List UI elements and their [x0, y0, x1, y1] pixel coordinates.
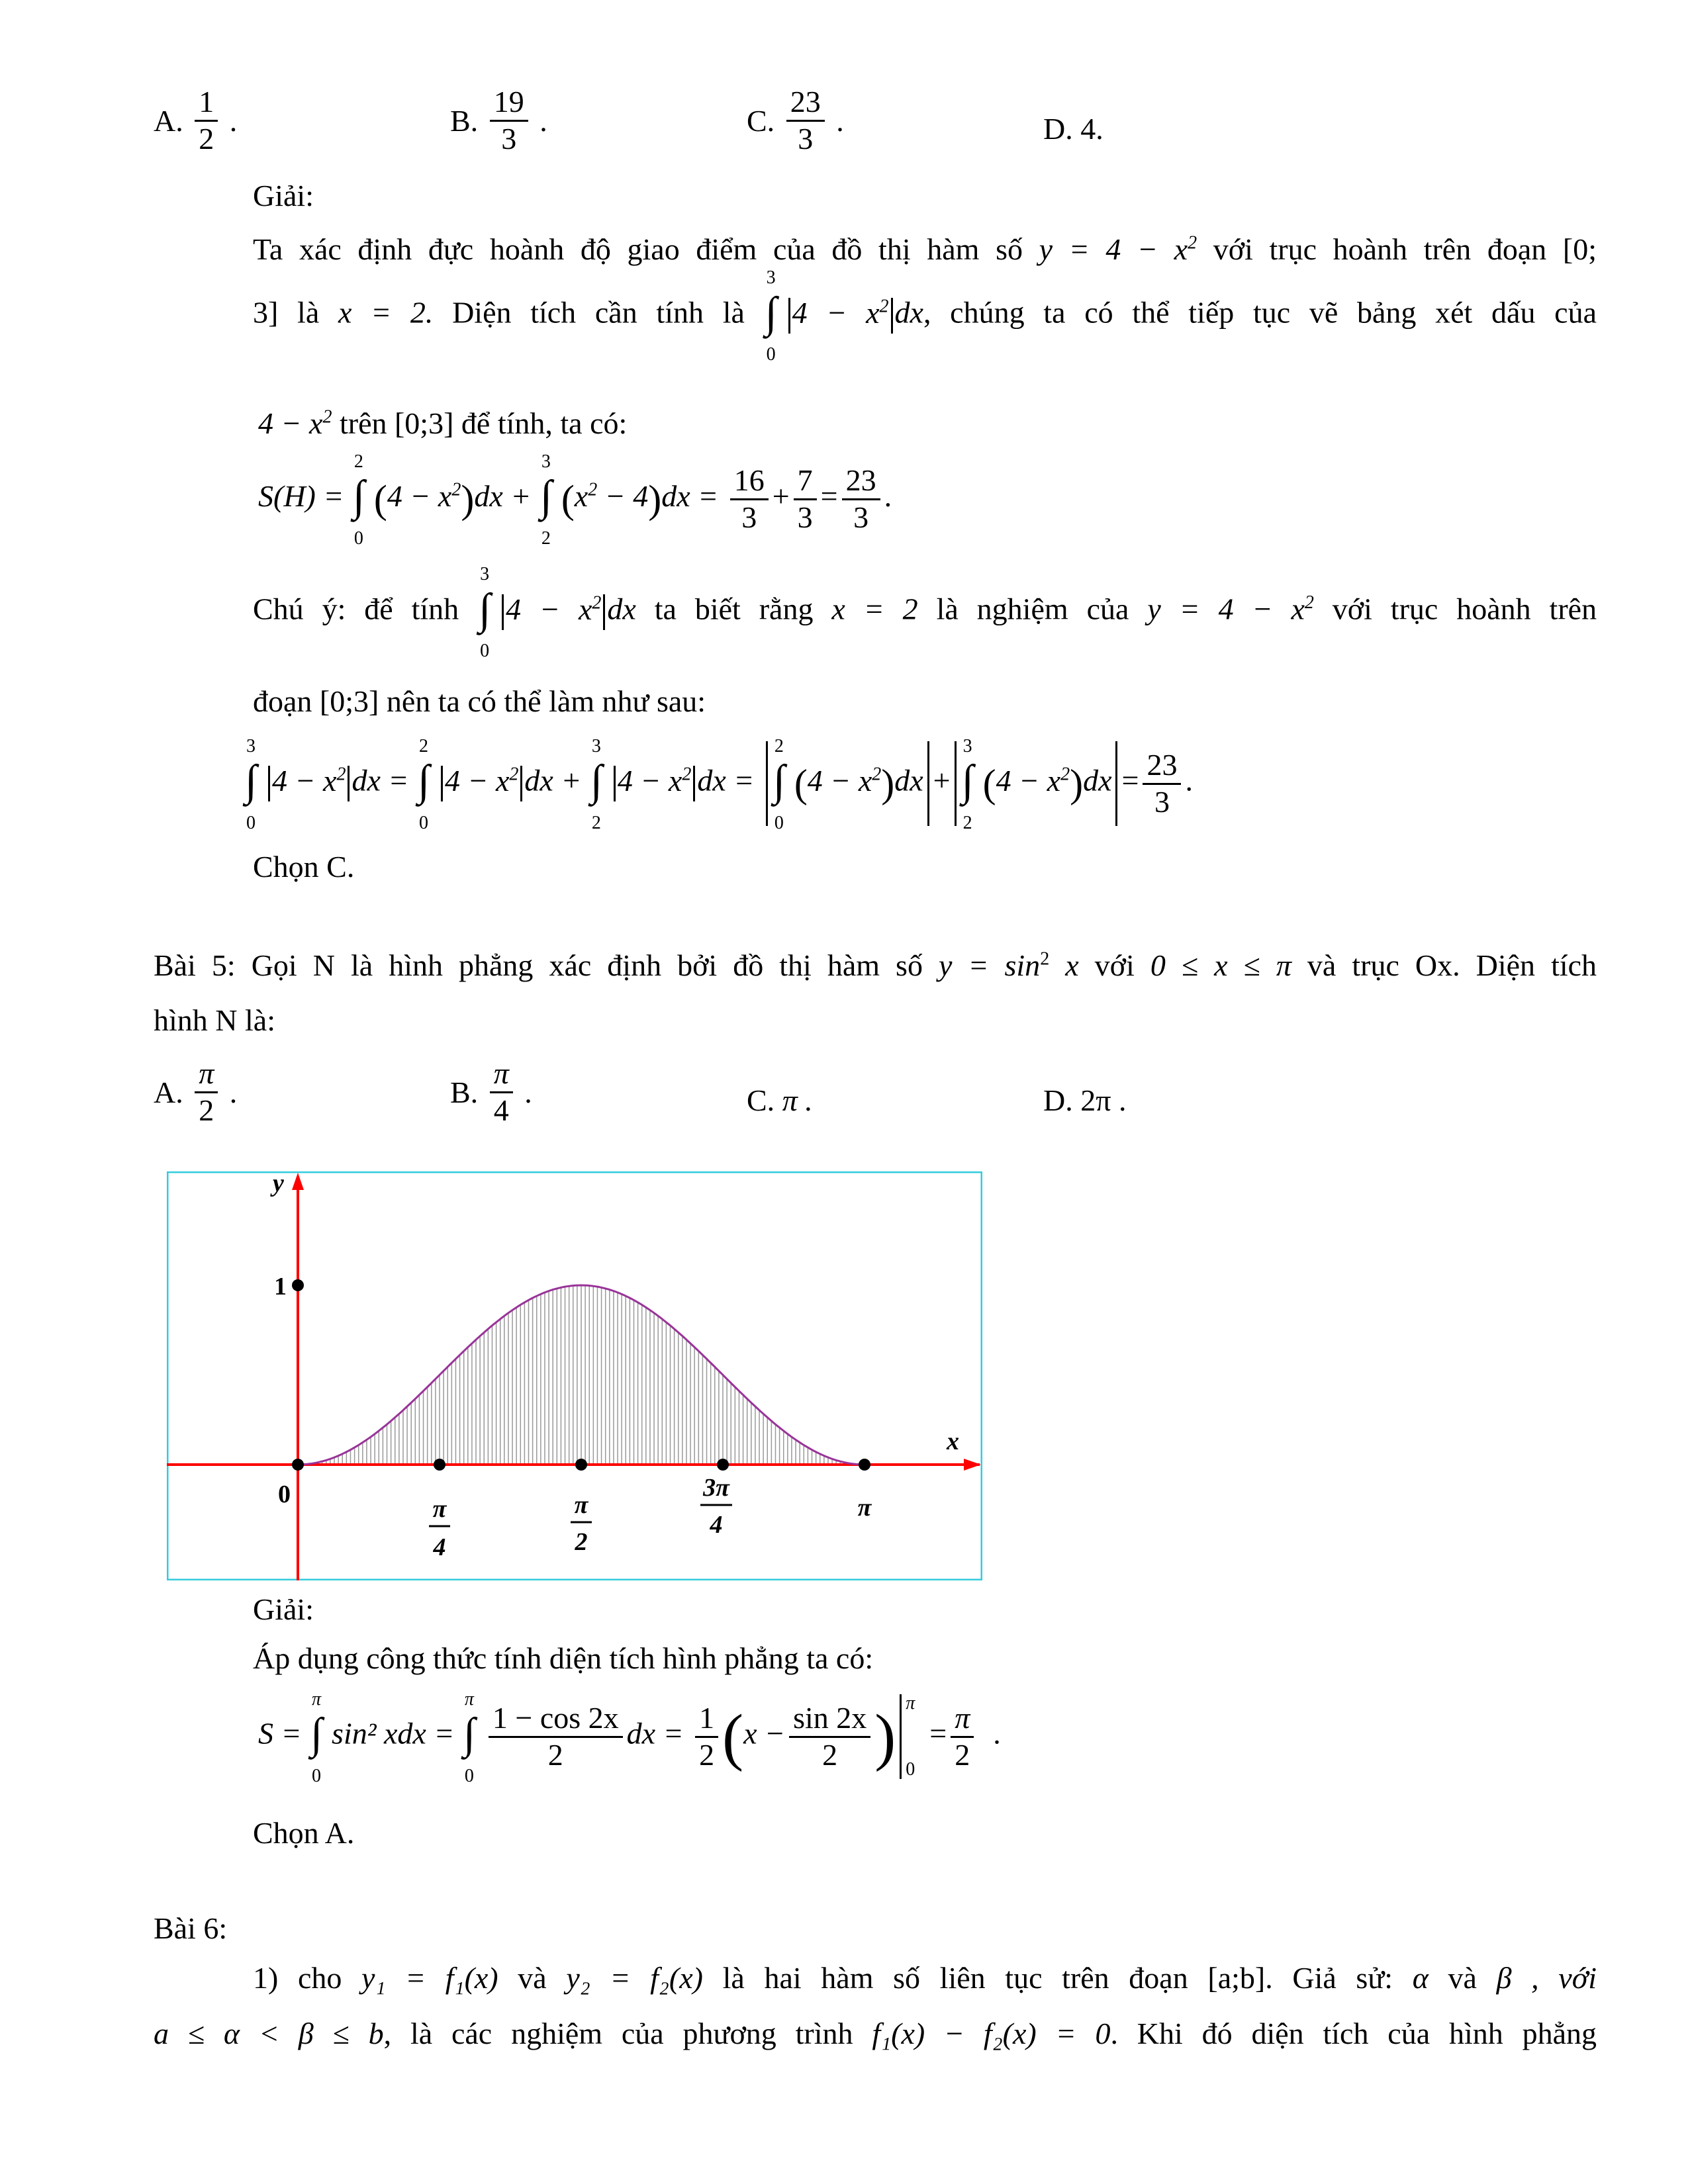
- option-text: 4.: [1080, 111, 1103, 146]
- fraction-denominator: 2: [822, 1737, 838, 1772]
- math-inline: 0 ≤ x ≤ π: [1150, 948, 1291, 982]
- fraction-numerator: π: [951, 1701, 974, 1738]
- integral-sign: 3 ∫ 0: [479, 564, 491, 661]
- q5-solution-label: Giải:: [253, 1592, 314, 1626]
- fraction-denominator: 3: [741, 500, 757, 534]
- option-tail: .: [524, 1075, 532, 1109]
- fraction-denominator: 2: [955, 1737, 970, 1772]
- integral-sign: 3 ∫ 2: [961, 736, 974, 833]
- text-span: , là các nghiệm của phương trình: [383, 2017, 853, 2050]
- math-inline: y₂ = f₂(x): [566, 1961, 703, 1995]
- text-span: Chú ý: để tính: [253, 592, 459, 626]
- math-inline: dx: [894, 295, 923, 330]
- text-span: là nghiệm của: [936, 592, 1129, 626]
- integral-sign: 3 ∫ 0: [765, 267, 777, 365]
- q5-option-b: [450, 1056, 532, 1128]
- fraction-numerator: 23: [1143, 748, 1181, 785]
- q4-option-d: [1043, 107, 1103, 147]
- x-tick-point-pi-2: [575, 1459, 587, 1471]
- integral-sign: 2 ∫ 0: [352, 451, 365, 549]
- text-span: Bài 5: Gọi N là hình phẳng xác định bởi đồ thị hàm số: [154, 948, 923, 982]
- fraction-numerator: 1: [695, 1701, 718, 1738]
- option-tail: .: [836, 103, 844, 138]
- x-end-label: π: [857, 1494, 872, 1522]
- q4-option-b: [450, 85, 547, 157]
- text-span: 3] là: [253, 295, 320, 330]
- q4-option-c: [747, 85, 844, 157]
- q5-title-line2: hình N là:: [154, 1003, 275, 1037]
- y-tick-label: 1: [274, 1273, 287, 1300]
- x-tick-denominator: 2: [575, 1528, 588, 1556]
- integral-sign: 3 ∫ 0: [245, 736, 258, 833]
- q5-option-d: [1043, 1079, 1126, 1118]
- fraction-denominator: 3: [1154, 784, 1170, 819]
- x-tick-point-pi-4: [434, 1459, 445, 1471]
- math-inline: y = sin: [939, 948, 1041, 982]
- fraction-denominator: 2: [699, 1737, 715, 1772]
- fraction-numerator: 23: [842, 463, 880, 500]
- math-inline: x = 2: [831, 592, 918, 626]
- math-inline: x = 2.: [338, 295, 434, 330]
- text-span: là hai hàm số liên tục trên đoạn [a;b]. Giả sử:: [722, 1961, 1393, 1995]
- sin-squared-graph: [167, 1171, 982, 1580]
- text-span: với trục hoành trên đoạn [0;: [1213, 232, 1597, 266]
- option-text: 2π .: [1080, 1083, 1127, 1117]
- q5-option-c: [747, 1079, 813, 1118]
- x-tick-denominator: 4: [433, 1533, 446, 1561]
- option-denominator: 4: [493, 1093, 509, 1127]
- option-label: B.: [450, 103, 479, 138]
- x-axis-label: x: [947, 1428, 959, 1455]
- text-span: với: [1094, 948, 1135, 982]
- option-denominator: 2: [199, 121, 214, 156]
- q5-formula: S = π ∫ 0 sin² xdx = π ∫ 0 $\frac{1 - \cos 2x}{2}$ dx = $\frac{1}{2}$ (x − $\frac{\sin 2x}{2}$ ) π 0 = $\frac{\pi}{2}$ .: [258, 1689, 1001, 1786]
- x-tick-point-pi: [859, 1459, 870, 1471]
- origin-label: 0: [278, 1480, 291, 1508]
- option-numerator: 23: [786, 85, 825, 122]
- option-label: D.: [1043, 111, 1073, 146]
- fraction-numerator: sin 2x: [789, 1701, 870, 1738]
- x-tick-point-3pi-4: [717, 1459, 729, 1471]
- option-text: π .: [782, 1083, 813, 1117]
- y-tick-point-1: [292, 1279, 304, 1291]
- option-label: B.: [450, 1075, 479, 1109]
- q6-line2: [154, 2016, 1597, 2051]
- math-inline: sin² xdx =: [332, 1716, 455, 1751]
- integral-sign: 2 ∫ 0: [417, 736, 430, 833]
- text-span: 1) cho: [253, 1961, 342, 1995]
- q4-note-line2: đoạn [0;3] nên ta có thể làm như sau:: [253, 684, 706, 718]
- text-span: và: [1448, 1961, 1477, 1995]
- math-inline: α: [1412, 1961, 1429, 1995]
- solution-label: Giải:: [253, 179, 314, 212]
- q5-choose: Chọn A.: [253, 1816, 355, 1850]
- q4-sol-line3: $4 - x^2$ trên [0;3] để tính, ta có:: [258, 406, 628, 440]
- text-span: Ta xác định đực hoành độ giao điểm của đồ thị hàm số: [253, 232, 1023, 266]
- fraction-numerator: 7: [794, 463, 817, 500]
- fraction-numerator: 16: [730, 463, 769, 500]
- fraction-numerator: 1 − cos 2x: [489, 1701, 623, 1738]
- integral-sign: 3 ∫ 2: [539, 451, 552, 549]
- option-label: D.: [1043, 1083, 1073, 1117]
- q6-title: Bài 6:: [154, 1911, 228, 1945]
- y-axis-label: y: [273, 1171, 284, 1197]
- math-inline: a ≤ α < β ≤ b: [154, 2017, 384, 2050]
- x-tick-denominator: 4: [710, 1511, 723, 1539]
- text-span: với trục hoành trên: [1332, 592, 1597, 626]
- option-numerator: 1: [195, 85, 218, 122]
- option-tail: .: [229, 1075, 238, 1109]
- text-span: và trục Ox. Diện tích: [1307, 948, 1597, 982]
- integral-sign: π ∫ 0: [310, 1689, 323, 1786]
- eval-lower: 0: [906, 1759, 915, 1780]
- x-tick-numerator: π: [432, 1495, 447, 1523]
- option-label: A.: [154, 103, 183, 138]
- option-label: A.: [154, 1075, 183, 1109]
- q5-title-line1: Bài 5: Gọi N là hình phẳng xác định bởi đồ thị hàm số $y = \sin^2 x$ với 0 ≤ x ≤ π và trục Ox. Diện tích: [154, 948, 1597, 982]
- q5-sol-line1: Áp dụng công thức tính diện tích hình phẳng ta có:: [253, 1641, 874, 1675]
- fraction-denominator: 2: [547, 1737, 563, 1772]
- text-span: ta biết rằng: [654, 592, 814, 626]
- x-tick-numerator: 3π: [703, 1474, 729, 1502]
- math-inline: x −: [743, 1716, 786, 1751]
- option-label: C.: [747, 1083, 775, 1117]
- math-inline: β , với: [1496, 1961, 1597, 1995]
- q4-formula1: S(H) = 2 ∫ 0 $(4 - x^2)dx$ + 3 ∫ 2 $(x^2 - 4)dx$ = $\frac{16}{3}$ + $\frac{7}{3}$ = $\frac{23}{3}$ .: [258, 451, 892, 549]
- math-inline: f₁(x) − f₂(x) = 0: [872, 2017, 1111, 2050]
- math-inline: dx =: [626, 1716, 684, 1751]
- math-inline: y₁ = f₁(x): [361, 1961, 498, 1995]
- option-denominator: 3: [798, 121, 814, 156]
- math-inline: y = 4 − x: [1039, 232, 1188, 266]
- option-tail: .: [539, 103, 547, 138]
- q4-sol-line2: [253, 267, 1597, 365]
- integral-sign: π ∫ 0: [463, 1689, 475, 1786]
- math-inline: y = 4 − x: [1147, 592, 1305, 626]
- q5-option-a: [154, 1056, 237, 1128]
- option-denominator: 2: [199, 1093, 214, 1127]
- option-numerator: π: [490, 1056, 513, 1093]
- q4-formula2: 3 ∫ 0 $4 - x^2$ dx = 2 ∫ 0 $4 - x^2$ dx + 3 ∫ 2 $4 - x^2$ dx = 2 ∫ 0 $(4 - x^2)dx$ + 3 ∫ 2 $(4 - x^2)dx$ = $\frac{23}{3}$ .: [245, 736, 1193, 833]
- origin-point: [292, 1459, 304, 1471]
- math-inline: 4 − x: [258, 406, 323, 440]
- q4-choose: Chọn C.: [253, 850, 355, 884]
- text-span: . Khi đó diện tích của hình phẳng: [1110, 2017, 1597, 2050]
- integral-sign: 2 ∫ 0: [773, 736, 785, 833]
- option-label: C.: [747, 103, 775, 138]
- integral-upper: π: [312, 1689, 322, 1709]
- math-inline: S(H) =: [258, 478, 344, 513]
- option-tail: .: [229, 103, 238, 138]
- text-span: và: [518, 1961, 547, 1995]
- text-span: , chúng ta có thể tiếp tục vẽ bảng xét dấu của: [923, 295, 1597, 330]
- text-span: trên [0;3] để tính, ta có:: [339, 406, 628, 440]
- text-span: Diện tích cần tính là: [452, 295, 745, 330]
- math-inline: S =: [258, 1716, 302, 1751]
- q4-option-a: [154, 85, 237, 157]
- eval-upper: π: [906, 1693, 915, 1713]
- x-tick-numerator: π: [574, 1491, 588, 1519]
- option-numerator: π: [195, 1056, 218, 1093]
- math-inline: $4 - x^2$: [792, 295, 889, 330]
- q4-note-line1: Chú ý: để tính 3 ∫ 0 $4 - x^2$ dx ta biết rằng x = 2 là nghiệm của $y = 4 - x^2$ với trục hoành trên: [253, 564, 1597, 661]
- math-inline: x: [1065, 948, 1079, 982]
- integral-sign: 3 ∫ 2: [590, 736, 602, 833]
- math-exponent: 2: [1188, 232, 1197, 253]
- q4-sol-line1: [253, 232, 1597, 267]
- option-denominator: 3: [501, 121, 517, 156]
- option-numerator: 19: [490, 85, 528, 122]
- q6-line1: [253, 1960, 1597, 1995]
